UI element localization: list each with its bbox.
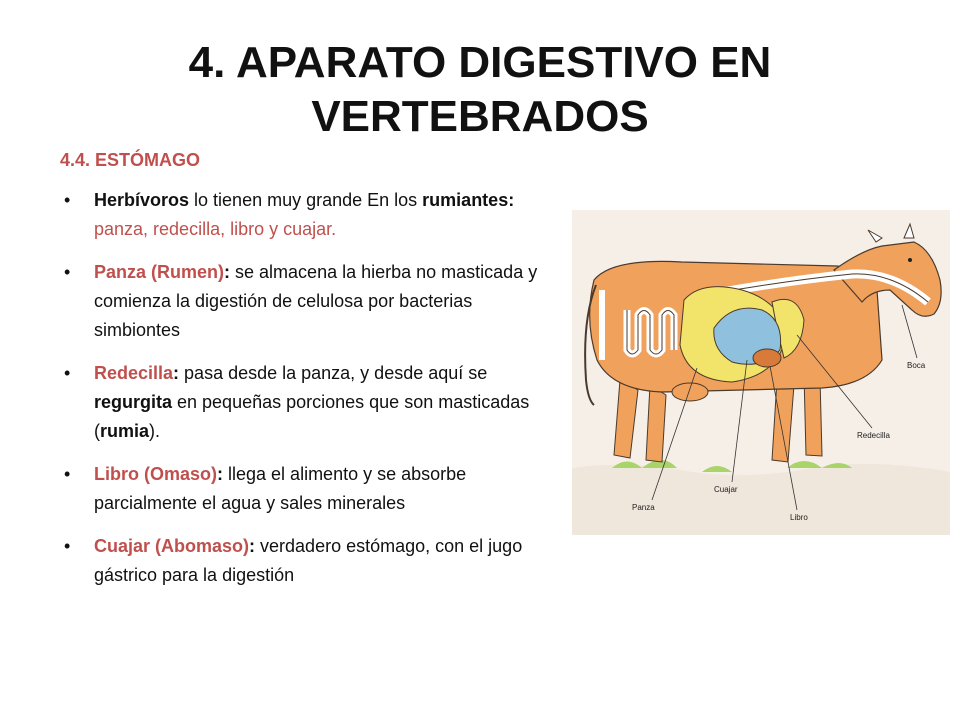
leg-back-2 <box>646 385 666 462</box>
bullet-text-run: : <box>249 536 256 556</box>
bullet-text-run: en pequeñas porciones que son masticadas ( <box>94 392 530 441</box>
bullet-item <box>60 359 540 446</box>
bullet-text-run: llega el alimento y se absorbe parcialmente el agua y sales minerales <box>94 464 467 513</box>
bullet-text-run: : <box>217 464 224 484</box>
cow-diagram-svg <box>572 210 950 535</box>
section-subtitle: 4.4. ESTÓMAGO <box>60 150 201 170</box>
bullet-dot-icon: • <box>64 262 71 282</box>
udder <box>672 383 708 401</box>
bullet-item <box>60 460 540 518</box>
slide-title: 4. APARATO DIGESTIVO EN VERTEBRADOS <box>188 38 772 141</box>
redecilla-label: Redecilla <box>857 431 890 440</box>
bullet-text-run: pasa desde la panza, y desde aquí se <box>179 363 488 383</box>
bullet-dot-icon: • <box>64 190 71 210</box>
bullet-text-run: Redecilla <box>94 363 174 383</box>
boca-label: Boca <box>907 361 926 370</box>
bullet-item <box>60 532 540 590</box>
bullet-text-run: panza, redecilla, libro y cuajar. <box>94 219 337 239</box>
bullet-dot-icon: • <box>64 464 71 484</box>
bullet-text-run: ). <box>149 421 161 441</box>
bullet-text-run: : <box>173 363 180 383</box>
bullet-text-run: regurgita <box>94 392 173 412</box>
cow-eye <box>908 258 912 262</box>
bullet-list <box>60 186 540 604</box>
bullet-text-run: Libro (Omaso) <box>94 464 218 484</box>
bullet-item <box>60 186 540 244</box>
omasum-libro <box>753 349 781 367</box>
bullet-text-run: se almacena la hierba no masticada y comienza la digestión de celulosa por bacterias simbiontes <box>94 262 538 340</box>
libro-label: Libro <box>790 513 808 522</box>
panza-label: Panza <box>632 503 655 512</box>
bullet-text-run: : <box>224 262 231 282</box>
bullet-dot-icon: • <box>64 536 71 556</box>
bullet-text-run: rumia <box>100 421 150 441</box>
cuajar-label: Cuajar <box>714 485 738 494</box>
bullet-dot-icon: • <box>64 363 71 383</box>
bullet-text-run: rumiantes: <box>422 190 515 210</box>
bullet-item <box>60 258 540 345</box>
bullet-text-run: lo tienen muy grande En los <box>189 190 423 210</box>
bullet-text-run: Panza (Rumen) <box>94 262 225 282</box>
bullet-text-run: verdadero estómago, con el jugo gástrico para la digestión <box>94 536 523 585</box>
ruminant-stomach-illustration <box>572 210 950 535</box>
bullet-text-run: Cuajar (Abomaso) <box>94 536 250 556</box>
bullet-text-run: Herbívoros <box>94 190 190 210</box>
